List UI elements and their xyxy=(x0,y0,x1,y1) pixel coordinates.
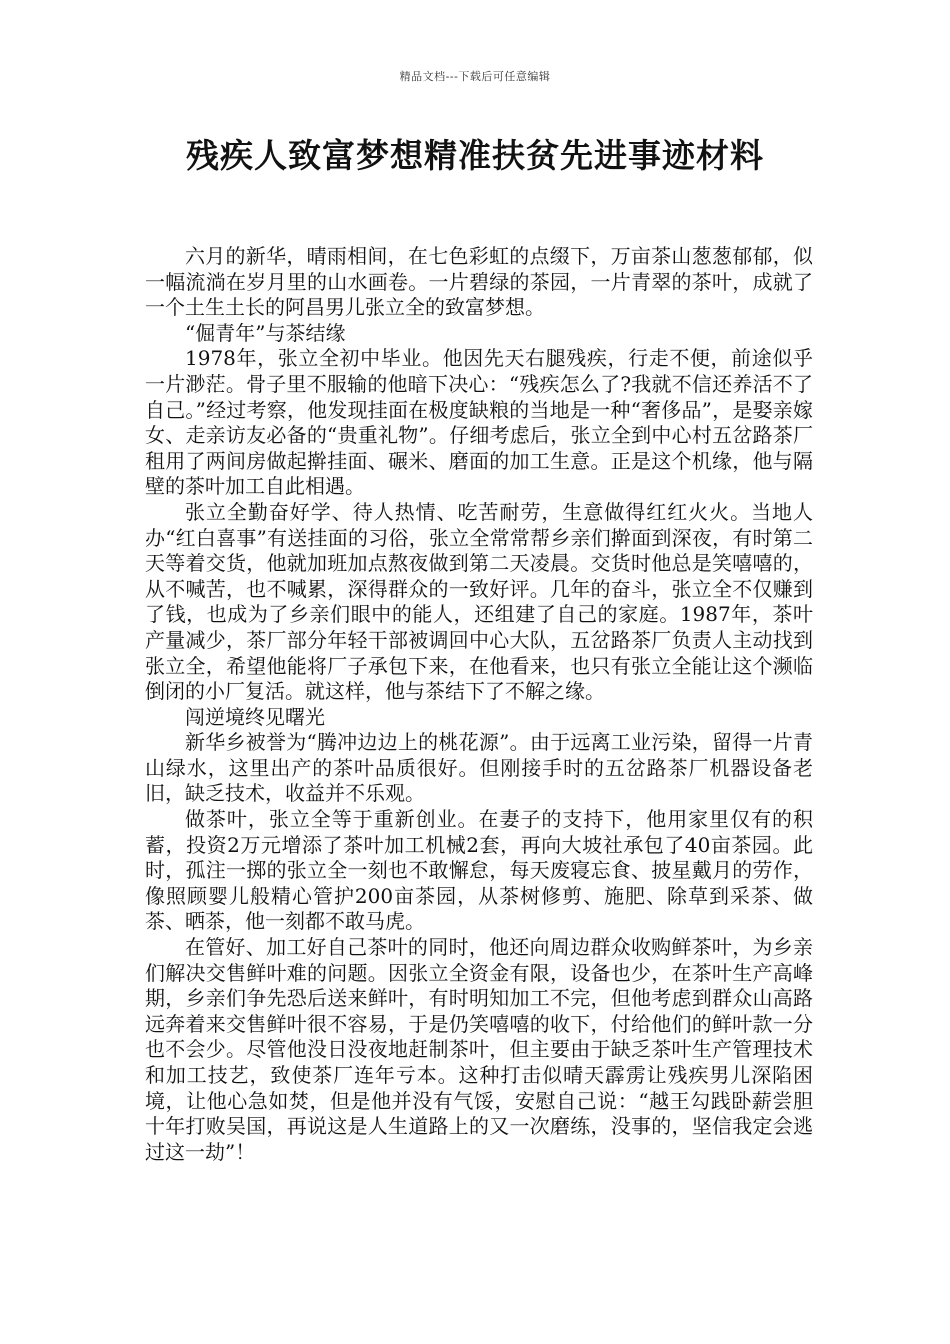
section-heading-2: 闯逆境终见曙光 xyxy=(185,704,325,729)
intro-paragraph: 六月的新华，晴雨相间，在七色彩虹的点缀下，万亩茶山葱葱郁郁，似一幅流淌在岁月里的山水画卷。一片碧绿的茶园，一片青翠的茶叶，成就了一个土生土长的阿昌男儿张立全的致富梦想。 xyxy=(145,244,813,320)
section-heading-1: “倔青年”与茶结缘 xyxy=(185,320,346,345)
page-header-note: 精品文档---下载后可任意编辑 xyxy=(399,70,551,83)
section2-paragraph-1: 新华乡被誉为“腾冲边边上的桃花源”。由于远离工业污染，留得一片青山绿水，这里出产的茶叶品质很好。但刚接手时的五岔路茶厂机器设备老旧，缺乏技术，收益并不乐观。 xyxy=(145,730,813,806)
document-title: 残疾人致富梦想精准扶贫先进事迹材料 xyxy=(186,136,764,175)
section2-paragraph-3: 在管好、加工好自己茶叶的同时，他还向周边群众收购鲜茶叶，为乡亲们解决交售鲜叶难的问题。因张立全资金有限，设备也少，在茶叶生产高峰期，乡亲们争先恐后送来鲜叶，有时明知加工不完，但他考虑到群众山高路远奔着来交售鲜叶很不容易，于是仍笑嘻嘻的收下，付给他们的鲜叶款一分也不会少。尽管他没日没夜地赶制茶叶，但主要由于缺乏茶叶生产管理技术和加工技艺，致使茶厂连年亏本。这种打击似晴天霹雳让残疾男儿深陷困境，让他心急如焚，但是他并没有气馁，安慰自己说：“越王勾践卧薪尝胆十年打败吴国，再说这是人生道路上的又一次磨练，没事的，坚信我定会逃过这一劫”！ xyxy=(145,935,813,1164)
document-body xyxy=(145,244,813,1165)
section1-paragraph-1: 1978年，张立全初中毕业。他因先天右腿残疾，行走不便，前途似乎一片渺茫。骨子里不服输的他暗下决心：“残疾怎么了?我就不信还养活不了自己。”经过考察，他发现挂面在极度缺粮的当地是一种“奢侈品”，是娶亲嫁女、走亲访友必备的“贵重礼物”。仔细考虑后，张立全到中心村五岔路茶厂租用了两间房做起擀挂面、碾米、磨面的加工生意。正是这个机缘，他与隔壁的茶叶加工自此相遇。 xyxy=(145,346,813,499)
section2-paragraph-2: 做茶叶，张立全等于重新创业。在妻子的支持下，他用家里仅有的积蓄，投资2万元增添了茶叶加工机械2套，再向大坡社承包了40亩茶园。此时，孤注一掷的张立全一刻也不敢懈怠，每天废寝忘食、披星戴月的劳作，像照顾婴儿般精心管护200亩茶园，从茶树修剪、施肥、除草到采茶、做茶、晒茶，他一刻都不敢马虎。 xyxy=(145,807,813,934)
section1-paragraph-2: 张立全勤奋好学、待人热情、吃苦耐劳，生意做得红红火火。当地人办“红白喜事”有送挂面的习俗，张立全常常帮乡亲们擀面到深夜，有时第二天等着交货，他就加班加点熬夜做到第二天凌晨。交货时他总是笑嘻嘻的，从不喊苦，也不喊累，深得群众的一致好评。几年的奋斗，张立全不仅赚到了钱，也成为了乡亲们眼中的能人，还组建了自己的家庭。1987年，茶叶产量减少，茶厂部分年轻干部被调回中心大队，五岔路茶厂负责人主动找到张立全，希望他能将厂子承包下来，在他看来，也只有张立全能让这个濒临倒闭的小厂复活。就这样，他与茶结下了不解之缘。 xyxy=(145,499,813,704)
